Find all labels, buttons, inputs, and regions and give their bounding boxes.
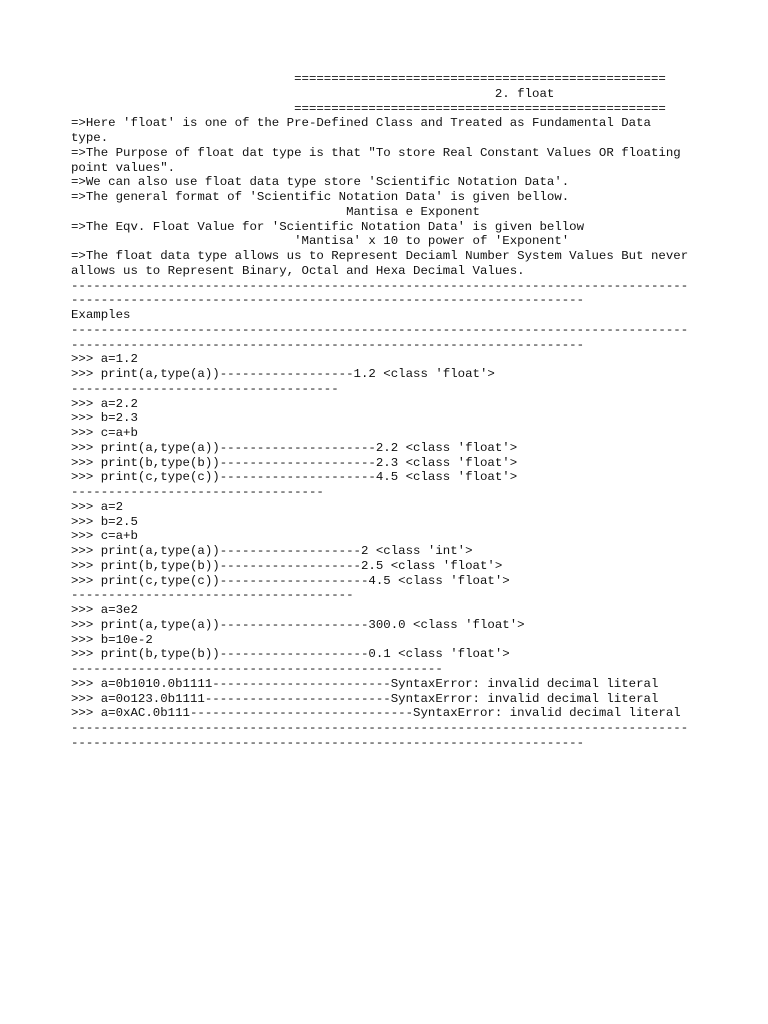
text-line: =>The general format of 'Scientific Notation Data' is given bellow. (71, 190, 570, 204)
code-line: >>> a=3e2 (71, 603, 138, 617)
document-page (71, 72, 751, 751)
divider-line: ------------------------------------ (71, 381, 339, 396)
text-line: 'Mantisa' x 10 to power of 'Exponent' (71, 234, 570, 249)
code-line: >>> a=2.2 (71, 396, 138, 411)
code-line: >>> c=a+b (71, 529, 138, 544)
code-line: >>> print(b,type(b))--------------------0.1 <class 'float'> (71, 647, 510, 662)
divider-line: --------------------------------------------------------------------- (71, 735, 585, 750)
divider-line: ----------------------------------------------------------------------------------- (71, 721, 689, 735)
text-line: =>The Purpose of float dat type is that "To store Real Constant Values OR floating (71, 145, 681, 160)
code-line: >>> print(a,type(a))------------------1.2 <class 'float'> (71, 367, 495, 381)
code-line: >>> a=0xAC.0b111------------------------------SyntaxError: invalid decimal literal (71, 706, 681, 721)
divider-line: ---------------------------------- (71, 485, 324, 499)
title-rule-top: ================================================== (71, 72, 666, 86)
text-line: =>Here 'float' is one of the Pre-Defined Class and Treated as Fundamental Data (71, 116, 651, 131)
text-line: =>We can also use float data type store 'Scientific Notation Data'. (71, 175, 570, 190)
code-line: >>> print(a,type(a))-------------------2 <class 'int'> (71, 544, 473, 558)
document-title: 2. float (71, 86, 555, 101)
divider-line: ----------------------------------------------------------------------------------- (71, 278, 689, 293)
code-line: >>> print(a,type(a))---------------------2.2 <class 'float'> (71, 440, 518, 455)
code-line: >>> print(c,type(c))---------------------4.5 <class 'float'> (71, 470, 518, 485)
divider-line: --------------------------------------------------------------------- (71, 293, 585, 308)
code-line: >>> a=0o123.0b1111-------------------------SyntaxError: invalid decimal literal (71, 691, 659, 706)
text-line: =>The Eqv. Float Value for 'Scientific Notation Data' is given bellow (71, 219, 585, 234)
code-line: >>> a=0b1010.0b1111------------------------SyntaxError: invalid decimal literal (71, 676, 659, 691)
text-line: allows us to Represent Binary, Octal and Hexa Decimal Values. (71, 263, 525, 278)
divider-line: ----------------------------------------------------------------------------------- (71, 322, 689, 337)
code-line: >>> a=1.2 (71, 352, 138, 367)
title-rule-bottom: ================================================== (71, 101, 666, 116)
section-heading: Examples (71, 308, 131, 322)
code-line: >>> a=2 (71, 499, 124, 514)
code-line: >>> print(a,type(a))--------------------300.0 <class 'float'> (71, 617, 525, 632)
text-line: type. (71, 131, 109, 145)
text-line: =>The float data type allows us to Represent Deciaml Number System Values But never (71, 249, 689, 263)
code-line: >>> b=2.3 (71, 411, 138, 426)
code-line: >>> b=10e-2 (71, 632, 153, 647)
code-line: >>> print(b,type(b))-------------------2.5 <class 'float'> (71, 558, 503, 573)
code-line: >>> print(b,type(b))---------------------2.3 <class 'float'> (71, 455, 518, 470)
code-line: >>> c=a+b (71, 426, 138, 440)
text-line: point values". (71, 160, 176, 175)
text-line: Mantisa e Exponent (71, 204, 480, 219)
code-line: >>> print(c,type(c))--------------------4.5 <class 'float'> (71, 573, 510, 588)
code-line: >>> b=2.5 (71, 514, 138, 529)
divider-line: -------------------------------------------------- (71, 662, 443, 676)
divider-line: -------------------------------------- (71, 588, 354, 603)
divider-line: --------------------------------------------------------------------- (71, 337, 585, 352)
